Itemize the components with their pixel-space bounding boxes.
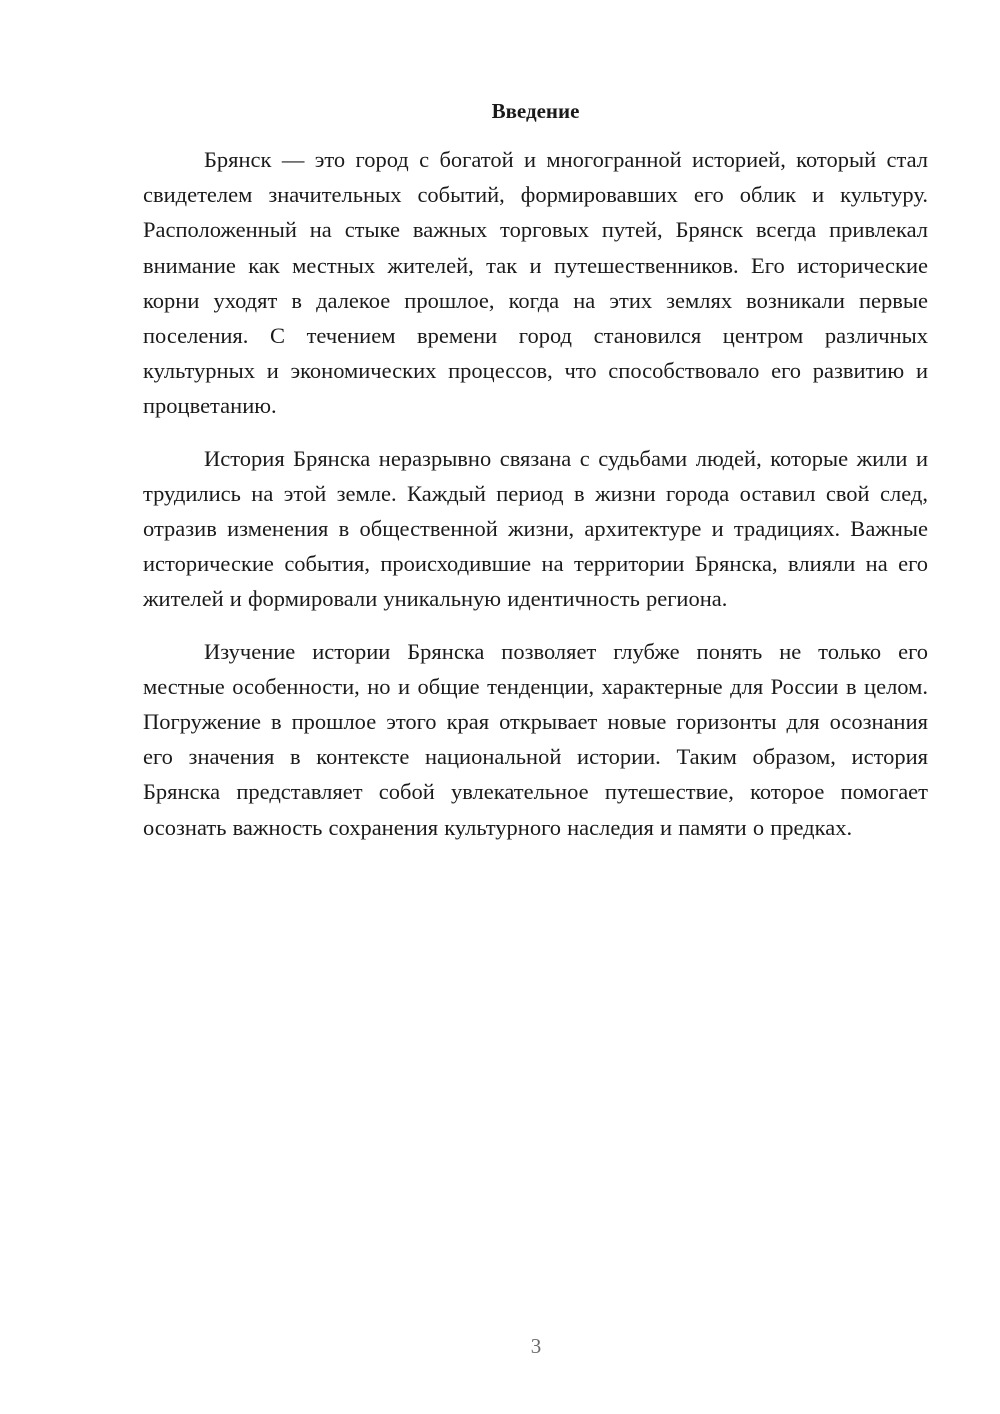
page-title: Введение (491, 99, 580, 123)
paragraph-3: Изучение истории Брянска позволяет глубже понять не только его местные особенности, но и общие тенденции, характерные для России в целом. Погружение в прошлое этого края открывает новые горизонты для осознания его значения в контексте национальной истории. Таким образом, история Брянска представляет собой увлекательное путешествие, которое помогает осознать важность сохранения культурного наследия и памяти о предках. (143, 638, 928, 840)
document-body (143, 142, 928, 845)
paragraph-2: История Брянска неразрывно связана с судьбами людей, которые жили и трудились на этой земле. Каждый период в жизни города оставил свой след, отразив изменения в общественной жизни, архитектуре и традициях. Важные исторические события, происходившие на территории Брянска, влияли на его жителей и формировали уникальную идентичность региона. (143, 445, 928, 612)
page-number: 3 (530, 1334, 542, 1358)
paragraph-1: Брянск — это город с богатой и многогранной историей, который стал свидетелем значительных событий, формировавших его облик и культуру. Расположенный на стыке важных торговых путей, Брянск всегда привлекал внимание как местных жителей, так и путешественников. Его исторические корни уходят в далекое прошлое, когда на этих землях возникали первые поселения. С течением времени город становился центром различных культурных и экономических процессов, что способствовало его развитию и процветанию. (143, 147, 928, 419)
